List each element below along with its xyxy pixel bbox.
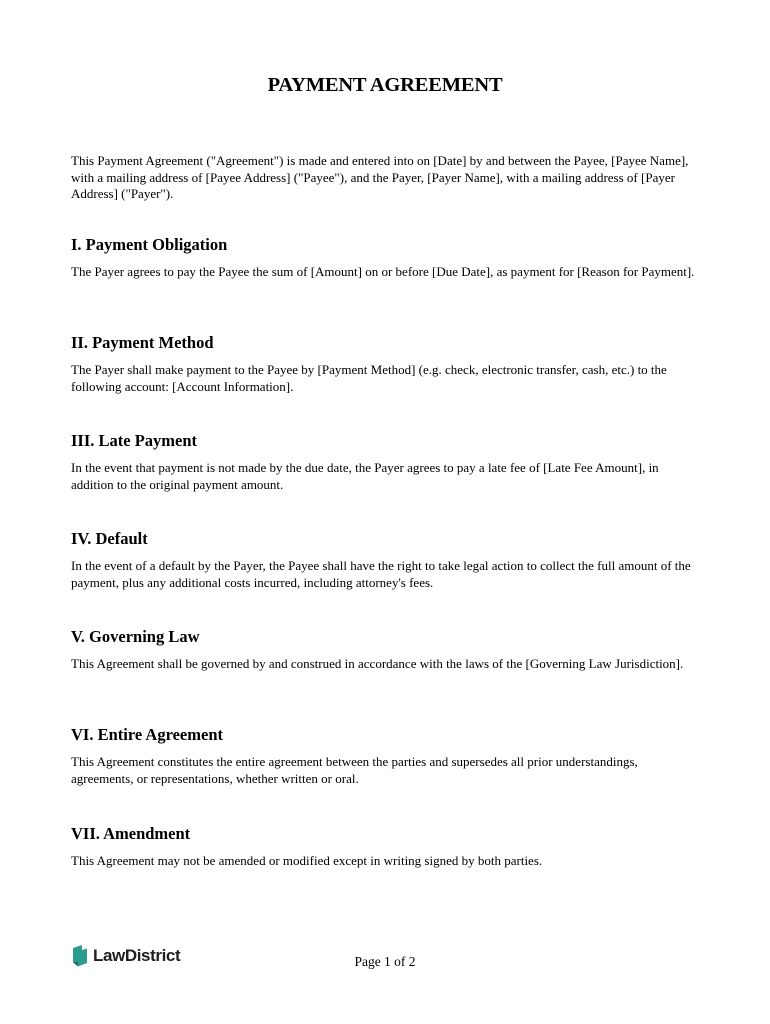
logo-wordmark: LawDistrict [93,946,181,965]
section-body: In the event that payment is not made by the due date, the Payer agrees to pay a late fee of [Late Fee Amount], in addition to the original payment amount. [71,460,659,492]
section-entire-agreement [71,725,701,787]
section-amendment [71,824,701,870]
section-heading: VII. Amendment [71,824,191,843]
section-body: This Agreement constitutes the entire agreement between the parties and supersedes all prior understandings, agreements, or representations, whether written or oral. [71,754,638,786]
section-late-payment [71,431,701,493]
section-heading: IV. Default [71,529,148,548]
section-body: In the event of a default by the Payer, the Payee shall have the right to take legal action to collect the full amount of the payment, plus any additional costs incurred, including attorney's fees. [71,558,691,590]
section-heading: III. Late Payment [71,431,198,450]
section-body: The Payer agrees to pay the Payee the sum of [Amount] on or before [Due Date], as payment for [Reason for Payment]. [71,264,695,279]
section-body: This Agreement shall be governed by and construed in accordance with the laws of the [Governing Law Jurisdiction]. [71,656,684,671]
section-heading: I. Payment Obligation [71,235,228,254]
section-default [71,529,701,591]
page-number: Page 1 of 2 [354,954,416,969]
section-heading: II. Payment Method [71,333,214,352]
section-body: The Payer shall make payment to the Payee by [Payment Method] (e.g. check, electronic transfer, cash, etc.) to the following account: [Account Information]. [71,362,667,394]
section-governing-law [71,627,701,673]
section-payment-method [71,333,701,395]
section-body: This Agreement may not be amended or modified except in writing signed by both parties. [71,853,543,868]
section-heading: V. Governing Law [71,627,200,646]
section-payment-obligation [71,235,701,281]
section-heading: VI. Entire Agreement [71,725,223,744]
intro-paragraph: This Payment Agreement ("Agreement") is made and entered into on [Date] by and between the Payee, [Payee Name], with a mailing address of [Payee Address] ("Payee"), and the Payer, [Payer Name], with a mailing address of [Payer Address] ("Payer"). [71,153,689,201]
document-title: PAYMENT AGREEMENT [267,74,503,96]
